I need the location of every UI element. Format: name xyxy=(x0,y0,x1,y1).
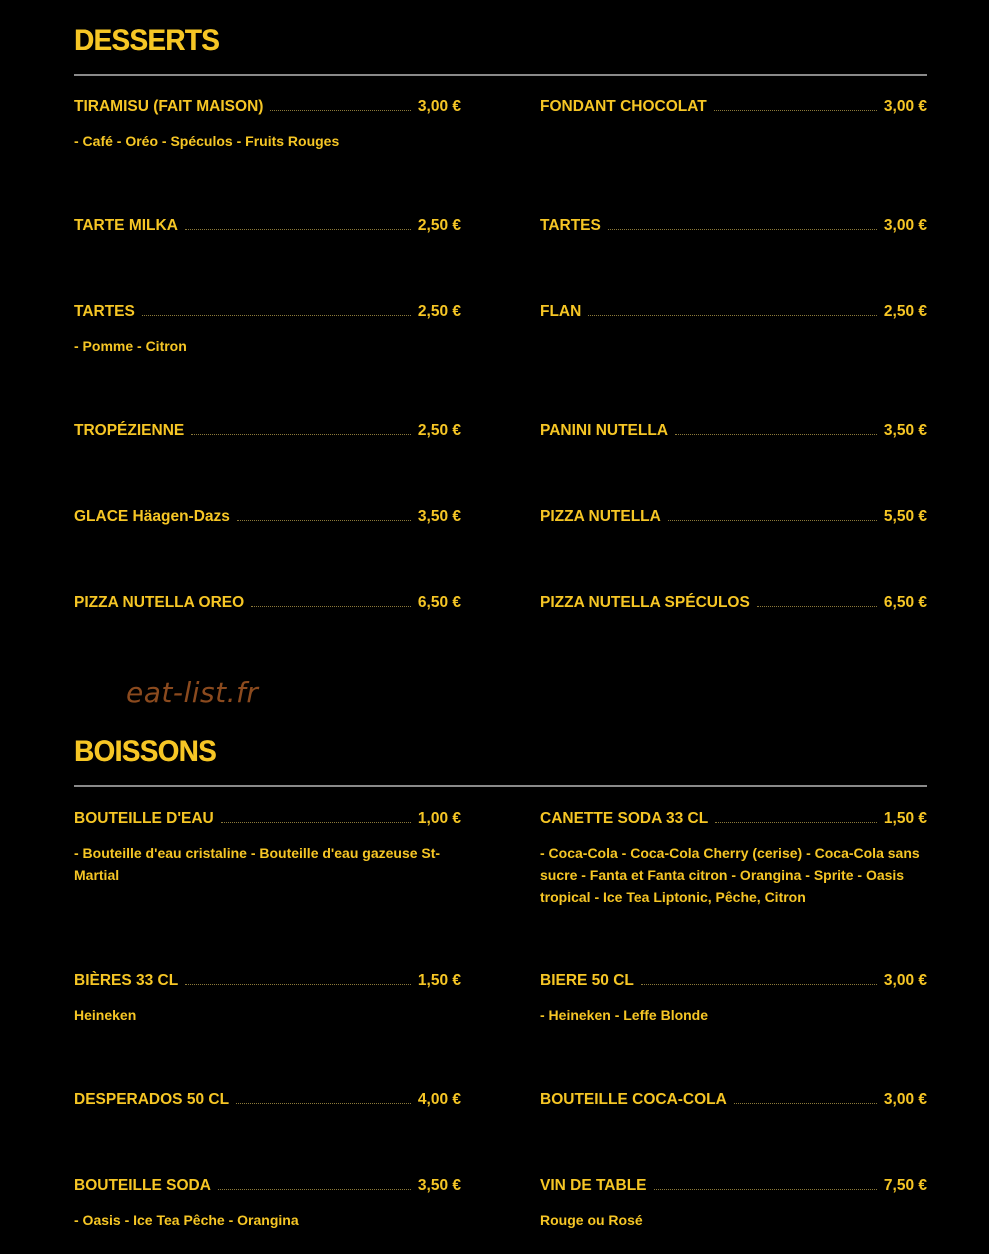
menu-item xyxy=(540,421,927,441)
section-title-desserts: DESSERTS xyxy=(74,24,220,57)
item-name: PANINI NUTELLA xyxy=(540,422,669,439)
item-description: - Bouteille d'eau cristaline - Bouteille d'eau gazeuse St-Martial xyxy=(74,845,441,883)
item-price: 1,50 € xyxy=(417,972,461,989)
item-name: DESPERADOS 50 CL xyxy=(74,1091,230,1108)
menu-item xyxy=(74,97,461,152)
item-price: 7,50 € xyxy=(883,1177,927,1194)
dot-leader xyxy=(185,228,411,230)
item-price: 2,50 € xyxy=(417,422,461,439)
menu-item xyxy=(540,1090,927,1110)
item-name: PIZZA NUTELLA xyxy=(540,508,661,525)
item-name: BIÈRES 33 CL xyxy=(74,972,179,989)
dot-leader xyxy=(221,821,411,823)
item-name: TARTE MILKA xyxy=(74,217,178,234)
menu-item xyxy=(74,1090,461,1110)
item-price: 2,50 € xyxy=(417,303,461,320)
dot-leader xyxy=(251,605,411,607)
menu-item xyxy=(74,593,461,613)
dot-leader xyxy=(608,228,877,230)
item-price: 3,00 € xyxy=(883,1091,927,1108)
menu-item xyxy=(74,216,461,236)
desserts-section xyxy=(74,24,927,58)
dot-leader xyxy=(191,433,411,435)
dot-leader xyxy=(714,109,877,111)
item-price: 3,50 € xyxy=(417,1177,461,1194)
menu-item xyxy=(540,97,927,117)
item-description: - Heineken - Leffe Blonde xyxy=(540,1007,709,1023)
item-price: 4,00 € xyxy=(417,1091,461,1108)
item-name: CANETTE SODA 33 CL xyxy=(540,810,709,827)
dot-leader xyxy=(185,983,411,985)
dot-leader xyxy=(641,983,877,985)
item-description: - Pomme - Citron xyxy=(74,338,187,354)
item-name: BOUTEILLE D'EAU xyxy=(74,810,214,827)
menu-item xyxy=(540,507,927,527)
item-price: 3,00 € xyxy=(883,217,927,234)
item-name: TIRAMISU (FAIT MAISON) xyxy=(74,98,264,115)
menu-item xyxy=(74,1176,461,1231)
section-divider xyxy=(74,74,927,76)
dot-leader xyxy=(588,314,877,316)
menu-item xyxy=(540,593,927,613)
menu-item xyxy=(74,971,461,1026)
section-title-boissons: BOISSONS xyxy=(74,735,217,768)
item-description: Heineken xyxy=(74,1007,137,1023)
item-name: BOUTEILLE COCA-COLA xyxy=(540,1091,727,1108)
item-description: Rouge ou Rosé xyxy=(540,1212,643,1228)
item-price: 3,00 € xyxy=(417,98,461,115)
item-price: 3,50 € xyxy=(883,422,927,439)
dot-leader xyxy=(218,1188,411,1190)
item-name: BOUTEILLE SODA xyxy=(74,1177,211,1194)
item-price: 2,50 € xyxy=(883,303,927,320)
item-price: 2,50 € xyxy=(417,217,461,234)
dot-leader xyxy=(675,433,877,435)
item-description: - Coca-Cola - Coca-Cola Cherry (cerise) - Coca-Cola sans sucre - Fanta et Fanta citron - Orangina - Sprite - Oasis tropical - Ice Tea Liptonic, Pêche, Citron xyxy=(540,845,920,905)
item-price: 6,50 € xyxy=(417,594,461,611)
dot-leader xyxy=(757,605,877,607)
item-price: 5,50 € xyxy=(883,508,927,525)
item-description: - Oasis - Ice Tea Pêche - Orangina xyxy=(74,1212,299,1228)
menu-item xyxy=(540,971,927,1026)
item-description: - Café - Oréo - Spéculos - Fruits Rouges xyxy=(74,133,340,149)
menu-item xyxy=(74,809,461,886)
dot-leader xyxy=(142,314,411,316)
dot-leader xyxy=(236,1102,411,1104)
item-name: PIZZA NUTELLA OREO xyxy=(74,594,245,611)
menu-item xyxy=(74,421,461,441)
menu-item xyxy=(540,216,927,236)
item-price: 1,50 € xyxy=(883,810,927,827)
menu-item xyxy=(74,302,461,357)
menu-item xyxy=(540,302,927,322)
item-name: FLAN xyxy=(540,303,582,320)
item-name: GLACE Häagen-Dazs xyxy=(74,508,230,525)
item-name: TARTES xyxy=(74,303,135,320)
item-price: 3,00 € xyxy=(883,972,927,989)
watermark-text: eat-list.fr xyxy=(126,676,259,709)
item-name: TARTES xyxy=(540,217,601,234)
item-name: VIN DE TABLE xyxy=(540,1177,647,1194)
item-price: 3,50 € xyxy=(417,508,461,525)
section-divider xyxy=(74,785,927,787)
dot-leader xyxy=(668,519,877,521)
item-name: PIZZA NUTELLA SPÉCULOS xyxy=(540,594,750,611)
dot-leader xyxy=(270,109,410,111)
dot-leader xyxy=(237,519,411,521)
item-price: 1,00 € xyxy=(417,810,461,827)
menu-item xyxy=(540,1176,927,1231)
item-price: 6,50 € xyxy=(883,594,927,611)
item-name: TROPÉZIENNE xyxy=(74,422,185,439)
item-name: BIERE 50 CL xyxy=(540,972,634,989)
dot-leader xyxy=(734,1102,877,1104)
item-name: FONDANT CHOCOLAT xyxy=(540,98,707,115)
menu-item xyxy=(540,809,927,908)
boissons-section xyxy=(74,735,927,769)
item-price: 3,00 € xyxy=(883,98,927,115)
dot-leader xyxy=(715,821,877,823)
menu-item xyxy=(74,507,461,527)
dot-leader xyxy=(654,1188,877,1190)
